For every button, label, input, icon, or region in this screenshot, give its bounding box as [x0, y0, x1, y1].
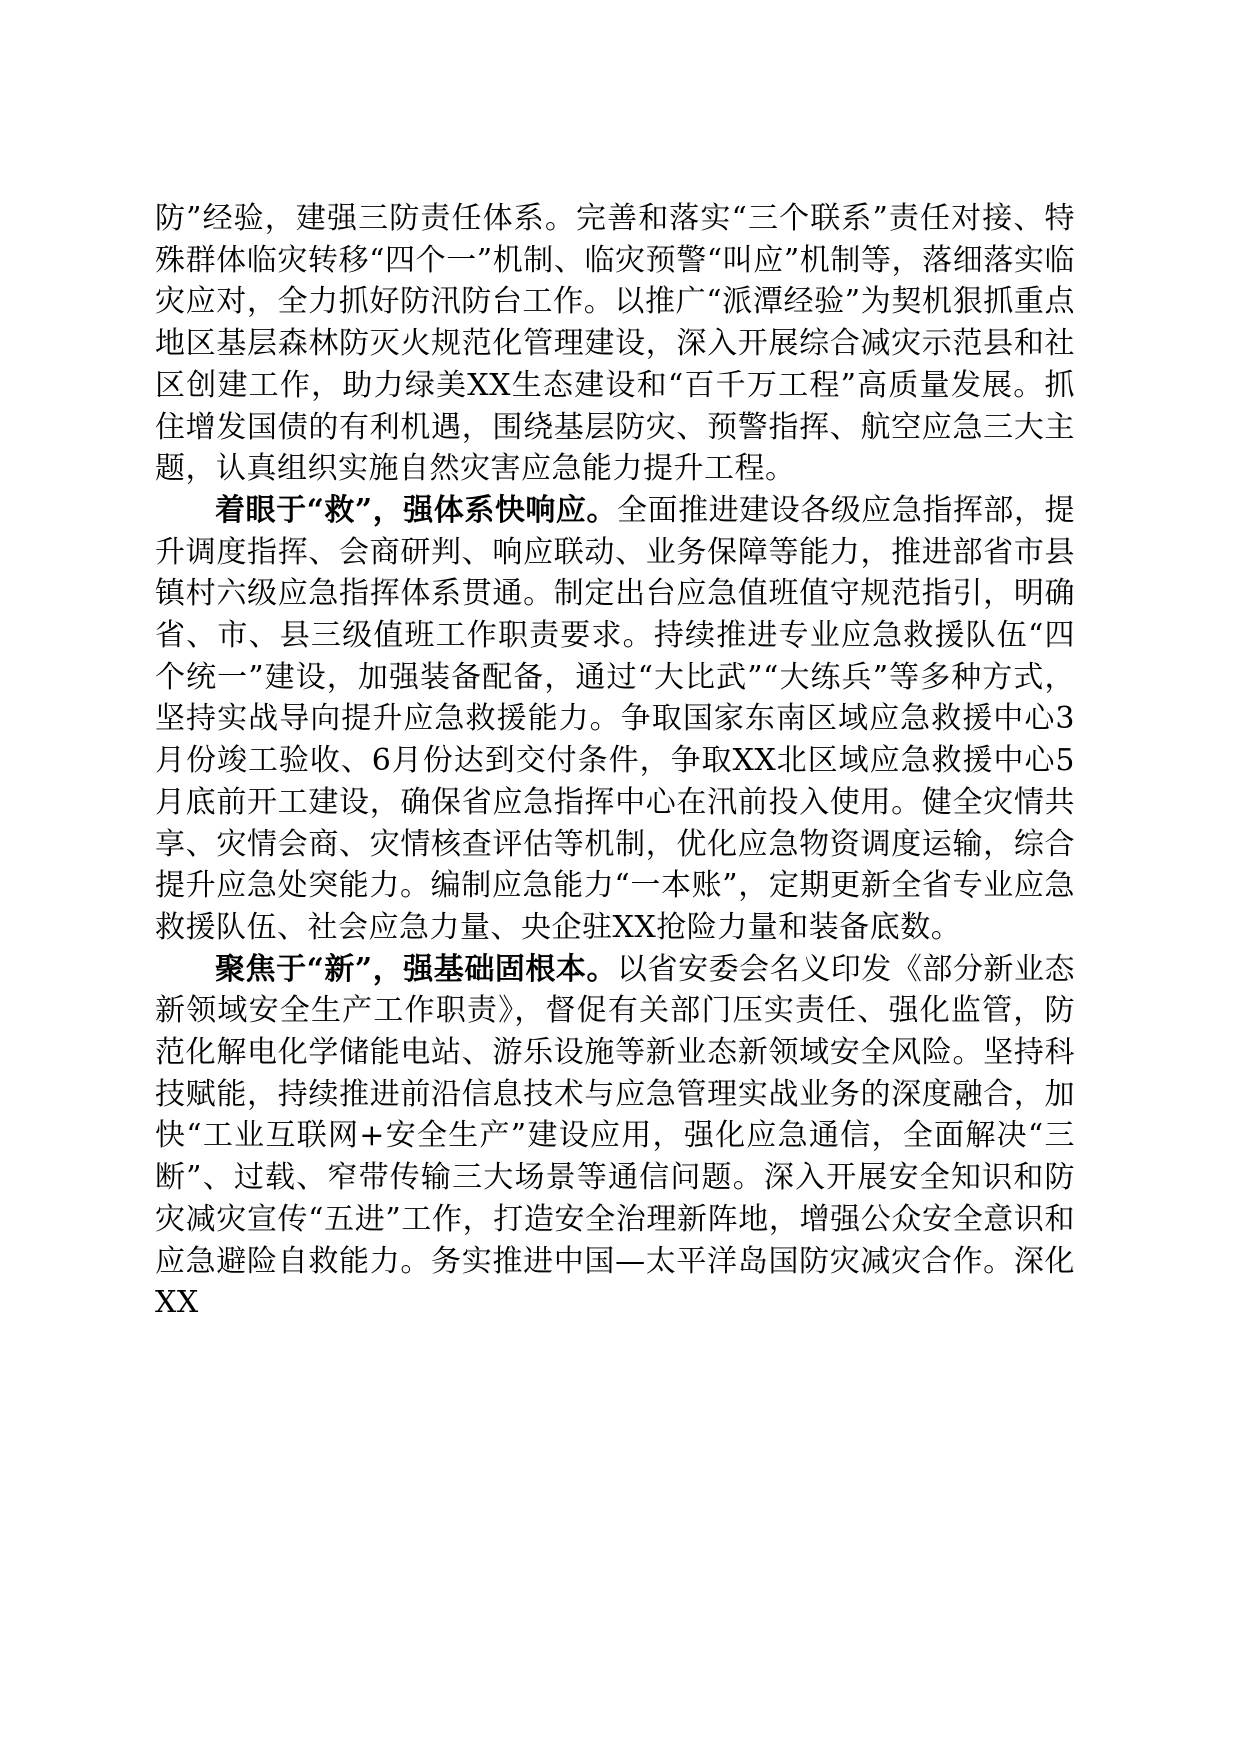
paragraph-new [155, 949, 1075, 1324]
paragraph-body: 以省安委会名义印发《部分新业态新领域安全生产工作职责》，督促有关部门压实责任、强化监管，防范化解电化学储能电站、游乐设施等新业态新领域安全风险。坚持科技赋能，持续推进前沿信息技术与应急管理实战业务的深度融合，加快“工业互联网+安全生产”建设应用，强化应急通信，全面解决“三断”、过载、窄带传输三大场景等通信问题。深入开展安全知识和防灾减灾宣传“五进”工作，打造安全治理新阵地，增强公众安全意识和应急避险自救能力。务实推进中国—太平洋岛国防灾减灾合作。深化XX [155, 951, 1076, 1321]
paragraph-rescue [155, 490, 1075, 949]
paragraph-continued [155, 198, 1075, 490]
paragraph-body: 防”经验，建强三防责任体系。完善和落实“三个联系”责任对接、特殊群体临灾转移“四个一”机制、临灾预警“叫应”机制等，落细落实临灾应对，全力抓好防汛防台工作。以推广“派潭经验”为契机狠抓重点地区基层森林防灭火规范化管理建设，深入开展综合减灾示范县和社区创建工作，助力绿美XX生态建设和“百千万工程”高质量发展。抓住增发国债的有利机遇，围绕基层防灾、预警指挥、航空应急三大主题，认真组织实施自然灾害应急能力提升工程。 [155, 201, 1075, 487]
paragraph-lead-heading: 聚焦于“新”，强基础固根本。 [215, 951, 618, 987]
paragraph-body: 全面推进建设各级应急指挥部，提升调度指挥、会商研判、响应联动、业务保障等能力，推进部省市县镇村六级应急指挥体系贯通。制定出台应急值班值守规范指引，明确省、市、县三级值班工作职责要求。持续推进专业应急救援队伍“四个统一”建设，加强装备配备，通过“大比武”“大练兵”等多种方式，坚持实战导向提升应急救援能力。争取国家东南区域应急救援中心3月份竣工验收、6月份达到交付条件，争取XX北区域应急救援中心5月底前开工建设，确保省应急指挥中心在汛前投入使用。健全灾情共享、灾情会商、灾情核查评估等机制，优化应急物资调度运输，综合提升应急处突能力。编制应急能力“一本账”，定期更新全省专业应急救援队伍、社会应急力量、央企驻XX抢险力量和装备底数。 [155, 492, 1076, 945]
paragraph-lead-heading: 着眼于“救”，强体系快响应。 [215, 492, 618, 528]
body-text [155, 198, 1075, 1324]
